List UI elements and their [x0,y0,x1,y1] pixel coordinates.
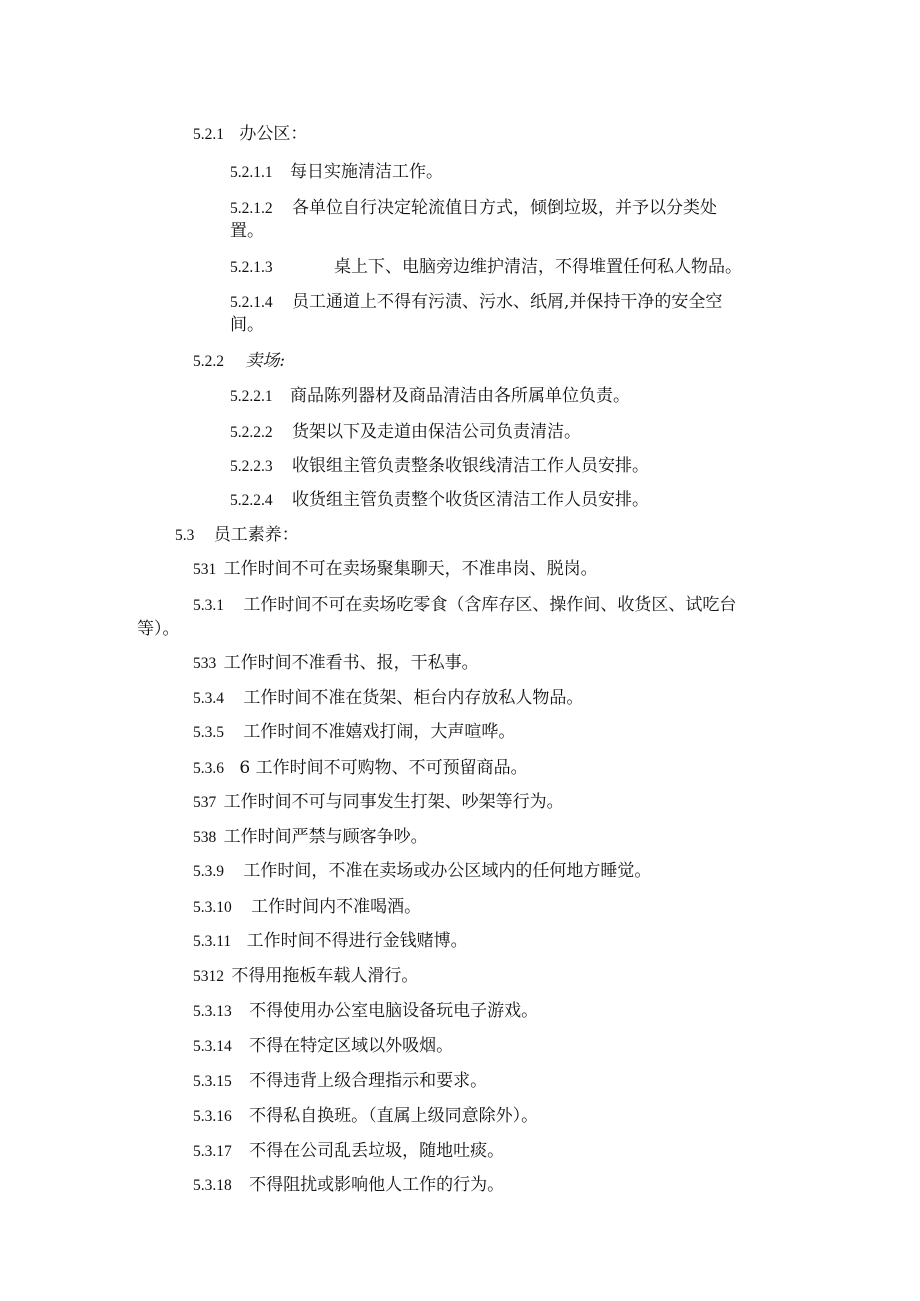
rule-5-3-1-continuation: 等）。 [137,619,180,639]
rule-number: 5.3.11 [193,933,232,950]
rule-number: 5.3.15 [193,1073,232,1090]
rule-number: 538 [193,829,217,846]
item-5-2-2-4 [230,488,649,513]
rule-531 [193,557,598,582]
rule-5-3-14 [193,1034,453,1059]
section-title: 卖场: [245,351,286,371]
rule-number: 533 [193,655,217,672]
rule-text: 不得私自换班。（直属上级同意除外）。 [249,1106,539,1126]
rule-5-3-11 [193,929,468,954]
item-text: 商品陈列器材及商品清洁由各所属单位负责。 [290,386,631,406]
item-5-2-2-2 [230,420,581,445]
section-heading-5-2-2 [193,349,285,374]
item-text: 员工通道上不得有污渍、污水、纸屑,并保持干净的安全空 [292,292,723,312]
rule-text: 不得违背上级合理指示和要求。 [249,1071,488,1091]
rule-text: 工作时间不准看书、报，干私事。 [223,653,479,673]
item-text: 每日实施清洁工作。 [290,162,444,182]
rule-5-3-1 [193,593,736,618]
item-text: 各单位自行决定轮流值日方式，倾倒垃圾，并予以分类处 [292,198,718,218]
rule-text: 工作时间不得进行金钱赌博。 [246,931,468,951]
rule-number: 5.3.17 [193,1143,232,1160]
item-5-2-1-2 [230,196,717,221]
rule-5-3-6 [193,756,528,781]
rule-5-3-18 [193,1173,504,1198]
rule-number: 5.3.9 [193,863,224,880]
section-number: 5.2.2 [193,353,224,370]
item-5-2-2-1 [230,384,630,409]
section-title: 办公区： [239,124,308,144]
rule-537 [193,790,564,815]
rule-number: 531 [193,561,217,578]
section-heading-5-3 [175,523,299,548]
rule-number: 5.3.10 [193,899,232,916]
item-number: 5.2.2.2 [230,424,273,441]
item-5-2-1-3 [230,255,742,280]
item-number: 5.2.2.1 [230,388,273,405]
rule-text: 工作时间不可在卖场吃零食（含库存区、操作间、收货区、试吃台 [243,595,737,615]
item-number: 5.2.1.2 [230,200,273,217]
rule-text: 6 工作时间不可购物、不可预留商品。 [239,758,528,778]
rule-number: 537 [193,794,217,811]
rule-5-3-5 [193,720,515,745]
rule-number: 5.3.6 [193,760,224,777]
section-heading-5-2-1 [193,122,307,147]
rule-text: 不得用拖板车载人滑行。 [231,966,419,986]
item-text: 收银组主管负责整条收银线清洁工作人员安排。 [292,456,650,476]
rule-number: 5.3.16 [193,1108,232,1125]
item-5-2-1-4-continuation: 间。 [230,315,264,335]
item-text: 收货组主管负责整个收货区清洁工作人员安排。 [292,490,650,510]
rule-text: 不得使用办公室电脑设备玩电子游戏。 [249,1001,539,1021]
rule-text: 工作时间不准嬉戏打闹，大声喧哗。 [243,722,516,742]
rule-text: 工作时间，不准在卖场或办公区域内的任何地方睡觉。 [243,861,652,881]
rule-number: 5312 [193,968,224,985]
rule-text: 不得在公司乱丢垃圾，随地吐痰。 [249,1141,505,1161]
item-5-2-1-4 [230,290,722,315]
rule-text: 工作时间不可在卖场聚集聊天，不准串岗、脱岗。 [223,559,598,579]
rule-5-3-10 [193,895,421,920]
rule-number: 5.3.13 [193,1003,232,1020]
item-text: 货架以下及走道由保洁公司负责清洁。 [292,422,582,442]
rule-538 [193,825,428,850]
rule-text: 不得阻扰或影响他人工作的行为。 [249,1175,505,1195]
rule-text: 工作时间不可与同事发生打架、吵架等行为。 [223,792,564,812]
item-text: 桌上下、电脑旁边维护清洁，不得堆置任何私人物品。 [334,257,743,277]
rule-5-3-4 [193,686,583,711]
section-number: 5.2.1 [193,126,224,143]
rule-5-3-15 [193,1069,487,1094]
rule-number: 5.3.5 [193,724,224,741]
rule-5-3-9 [193,859,651,884]
item-number: 5.2.2.4 [230,492,273,509]
item-5-2-1-2-continuation: 置。 [230,221,264,241]
rule-5-3-17 [193,1139,504,1164]
rule-text: 工作时间不准在货架、柜台内存放私人物品。 [243,688,584,708]
rule-533 [193,651,479,676]
section-title: 员工素养： [213,525,299,545]
item-5-2-2-3 [230,454,649,479]
section-number: 5.3 [175,527,195,544]
rule-5-3-13 [193,999,538,1024]
rule-number: 5.3.18 [193,1177,232,1194]
rule-5312 [193,964,418,989]
item-number: 5.2.1.1 [230,164,273,181]
rule-number: 5.3.4 [193,690,224,707]
rule-text: 工作时间严禁与顾客争吵。 [223,827,428,847]
item-number: 5.2.1.4 [230,294,273,311]
rule-text: 不得在特定区域以外吸烟。 [249,1036,454,1056]
rule-number: 5.3.1 [193,597,224,614]
item-number: 5.2.1.3 [230,259,273,276]
rule-5-3-16 [193,1104,538,1129]
rule-text: 工作时间内不准喝酒。 [251,897,422,917]
item-5-2-1-1 [230,160,443,185]
item-number: 5.2.2.3 [230,458,273,475]
rule-number: 5.3.14 [193,1038,232,1055]
